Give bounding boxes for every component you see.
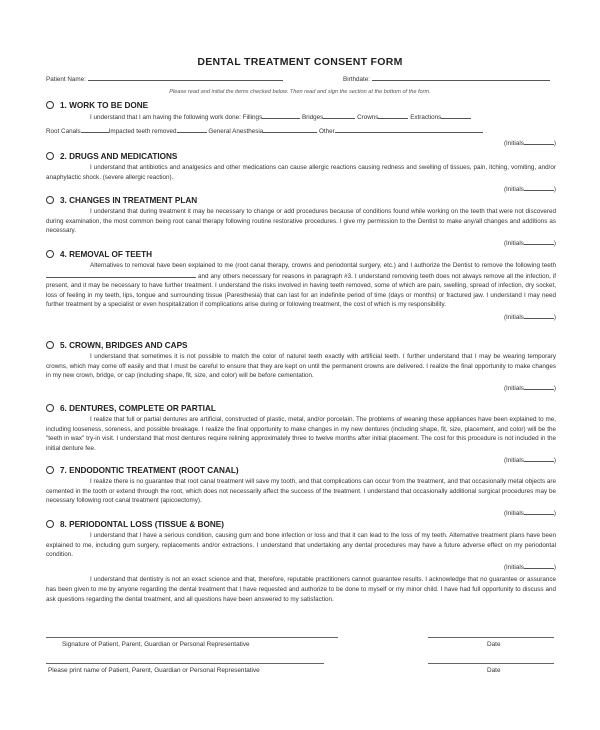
section-2-checkbox[interactable] xyxy=(46,152,54,160)
print-name-label: Please print name of Patient, Parent, Guardian or Personal Representative xyxy=(48,667,260,674)
work-intro: I understand that I am having the following work done: Fillings xyxy=(90,114,263,121)
impacted-label: Impacted teeth removed xyxy=(108,127,177,135)
initials-field[interactable] xyxy=(524,312,554,319)
section-heading: 6. DENTURES, COMPLETE OR PARTIAL xyxy=(60,403,216,413)
birthdate-label: Birthdate: xyxy=(343,76,370,83)
section-heading: 2. DRUGS AND MEDICATIONS xyxy=(60,151,178,161)
initials-field[interactable] xyxy=(524,508,554,515)
initials-field[interactable] xyxy=(524,383,554,390)
initials-field[interactable] xyxy=(524,138,554,145)
anesthesia-field[interactable] xyxy=(263,126,317,133)
birthdate-field[interactable] xyxy=(372,74,550,81)
section-endodontic-treatment xyxy=(46,464,556,517)
patient-name-field[interactable] xyxy=(88,74,283,81)
initials-row: (Initials ) xyxy=(503,313,556,321)
instructions-note: Please read and initial the items checked below. Then read and sign the section at the bottom of the form. xyxy=(169,89,431,95)
section-8-checkbox[interactable] xyxy=(46,520,54,528)
section-drugs-medications xyxy=(46,150,556,193)
form-title: DENTAL TREATMENT CONSENT FORM xyxy=(197,56,403,68)
initials-row: (Initials ) xyxy=(503,457,556,465)
print-date-label: Date xyxy=(487,667,501,674)
section-work-to-be-done xyxy=(46,99,556,147)
root-canals-label: Root Canals xyxy=(46,127,81,135)
section-crown-bridges-caps xyxy=(46,339,556,392)
section-5-checkbox[interactable] xyxy=(46,341,54,349)
section-heading: 7. ENDODONTIC TREATMENT (ROOT CANAL) xyxy=(60,465,239,475)
section-7-checkbox[interactable] xyxy=(46,466,54,474)
teeth-to-remove-field[interactable] xyxy=(46,271,196,278)
initials-field[interactable] xyxy=(524,184,554,191)
initials-row: (Initials ) xyxy=(503,186,556,194)
section-text: Alternatives to removal have been explained to me (root canal therapy, crowns and periodontal surgery, etc.) and I authorize the Dentist to remove the following teeth and any others necessary for reasons in paragraph #3. I understand removing teeth does not always remove all the infection, if present, and it may be necessary to have further treatment. I understand the risks involved in having teeth removed, some of which are pain, swelling, spread of infection, dry socket, loss of feeling in my teeth, lips, tongue and surrounding tissue (Paresthesia) that can last for an indefinite period of time (days or months) or fractured jaw. I understand I may need further treatment by a specialist or even hospitalization if complications arise during or following treatment, the cost of which is my responsibility. xyxy=(46,262,557,309)
patient-name-row xyxy=(46,74,283,83)
other-field[interactable] xyxy=(335,126,483,133)
initials-field[interactable] xyxy=(524,455,554,462)
initials-row: (Initials ) xyxy=(503,384,556,392)
section-heading: 1. WORK TO BE DONE xyxy=(60,100,149,110)
crowns-field[interactable] xyxy=(378,112,408,119)
initials-field[interactable] xyxy=(524,238,554,245)
crowns-label: Crowns xyxy=(357,114,379,121)
signature-date-label: Date xyxy=(487,641,501,648)
section-heading: 4. REMOVAL OF TEETH xyxy=(60,249,153,259)
root-canals-field[interactable] xyxy=(81,126,109,133)
extractions-label: Extractions xyxy=(410,114,442,121)
section-text: I realize that full or partial dentures are artificial, constructed of plastic, metal, and/or porcelain. The problems of weaning these appliances have been explained to me, including looseness, soreness, and possible breakage. I realize the final opportunity to make changes in my new dentures (including shape, fit, size, placement, and color) will be the "teeth in wax" try-in visit. I understand that most dentures require relining approximately three to twelve months after initial placement. The cost for this procedure is not included in the initial denture fee. xyxy=(46,416,556,452)
initials-field[interactable] xyxy=(524,562,554,569)
initials-row: (Initials ) xyxy=(503,140,556,148)
other-label: Other xyxy=(319,127,335,135)
extractions-field[interactable] xyxy=(441,112,471,119)
bridges-label: Bridges xyxy=(301,114,324,121)
bridges-field[interactable] xyxy=(323,112,355,119)
signature-date-line[interactable] xyxy=(428,637,554,638)
section-4-checkbox[interactable] xyxy=(46,250,54,258)
section-text: I understand that I have a serious condition, causing gum and bone infection or loss and that it can lead to the loss of my teeth. Alternative treatment plans have been explained to me, including gum surgery, replacements and/or extractions. I understand that undertaking any dental procedures may have a future adverse effect on my periodontal condition. xyxy=(46,532,556,559)
birthdate-row xyxy=(343,74,550,83)
signature-line[interactable] xyxy=(46,637,338,638)
section-heading: 5. CROWN, BRIDGES AND CAPS xyxy=(60,340,188,350)
section-text: I realize there is no guarantee that root canal treatment will save my tooth, and that complications can occur from the treatment, and that occasionally metal objects are cemented in the tooth or extend through the root, which does not necessarily affect the success of the treatment. I understand that occasionally additional surgical procedures may be necessary following root canal treatment (apicoectomy). xyxy=(46,478,556,505)
initials-row: (Initials ) xyxy=(503,239,556,247)
section-dentures xyxy=(46,402,556,464)
section-heading: 8. PERIODONTAL LOSS (TISSUE & BONE) xyxy=(60,519,224,529)
fillings-field[interactable] xyxy=(262,112,300,119)
section-removal-of-teeth xyxy=(46,248,556,321)
section-3-checkbox[interactable] xyxy=(46,196,54,204)
initials-row: (Initials ) xyxy=(503,509,556,517)
print-name-line[interactable] xyxy=(46,663,324,664)
anesthesia-label: General Anesthesia xyxy=(208,127,264,135)
print-date-line[interactable] xyxy=(428,663,554,664)
section-text: I understand that during treatment it may be necessary to change or add procedures because of conditions found while working on the teeth that were not discovered during examination, the most common being root canal therapy following routine restorative procedures. I give my permission to the Dentist to make any/all changes and additions as necessary. xyxy=(46,208,556,235)
closing-text: I understand that dentistry is not an exact science and that, therefore, reputable practitioners cannot guarantee results. I acknowledge that no guarantee or assurance has been given to me by anyone regarding the dental treatment that I have requested and authorize to be done to myself or my minor child. I have had full opportunity to discuss and ask questions regarding the dental treatment, and all questions have been answered to my satisfaction. xyxy=(46,576,556,603)
closing-statement xyxy=(46,574,556,605)
section-1-checkbox[interactable] xyxy=(46,101,54,109)
section-periodontal-loss xyxy=(46,518,556,571)
section-6-checkbox[interactable] xyxy=(46,404,54,412)
patient-name-label: Patient Name: xyxy=(46,76,86,83)
initials-row: (Initials ) xyxy=(503,563,556,571)
section-changes-treatment-plan xyxy=(46,194,556,247)
section-heading: 3. CHANGES IN TREATMENT PLAN xyxy=(60,195,198,205)
section-text: I understand that antibiotics and analgesics and other medications can cause allergic reactions causing redness and swelling of tissues, pain, itching, vomiting, and/or anaphylactic shock. (severe allergic reaction). xyxy=(46,164,556,181)
signature-label: Signature of Patient, Parent, Guardian or Personal Representative xyxy=(62,641,250,648)
impacted-field[interactable] xyxy=(177,126,207,133)
section-text: I understand that sometimes it is not possible to match the color of naturel teeth exactly with artificial teeth. I further understand that I may be wearing temporary crowns, which may come off easily and that I must be careful to ensure that they are kept on until the permanent crowns are delivered. I realize the final opportunity to make changes in my new crown, bridge, or cap (including shape, fit, size, and color) will be before cementation. xyxy=(46,353,556,380)
